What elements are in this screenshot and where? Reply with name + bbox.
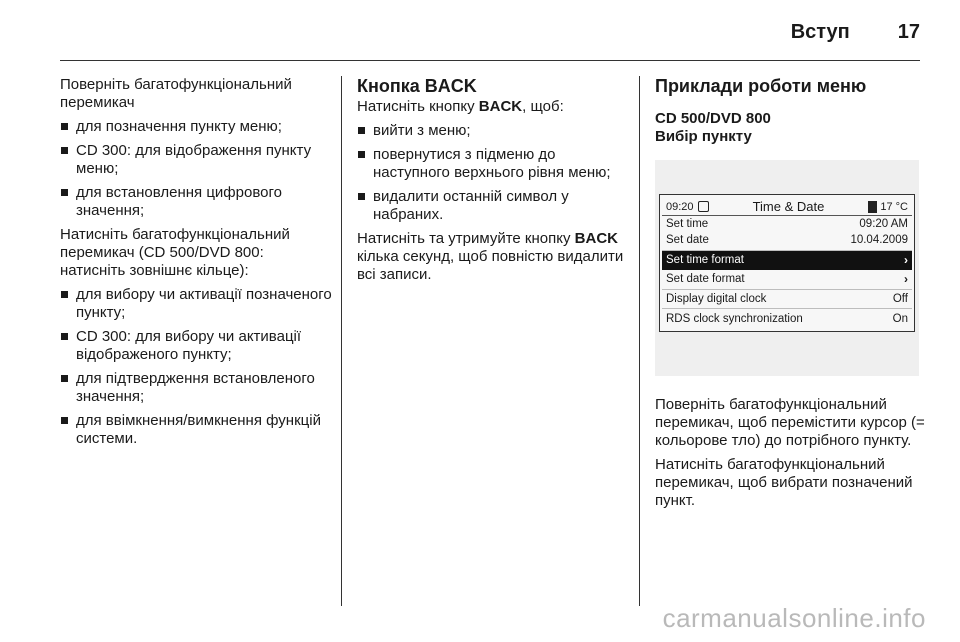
paragraph: Поверніть багатофункціональний перемикач <box>60 76 292 111</box>
bullet-square-icon <box>61 375 68 382</box>
menu-row <box>662 216 912 231</box>
bullet-square-icon <box>358 151 365 158</box>
menu-row <box>662 270 912 290</box>
section-heading: Приклади роботи меню <box>655 76 867 96</box>
column-divider-2 <box>639 76 640 606</box>
menu-row <box>662 309 912 329</box>
column-divider-1 <box>341 76 342 606</box>
screen-header <box>662 198 912 216</box>
submenu-arrow-icon: › <box>904 252 908 267</box>
menu-row-value: Off <box>892 292 908 305</box>
list-item <box>60 286 332 322</box>
menu-row-selected <box>662 251 912 271</box>
text-run: Натисніть та утримуйте кнопку <box>357 230 575 247</box>
column-2 <box>357 76 629 290</box>
list-item <box>60 142 332 178</box>
screen-title: Time & Date <box>752 199 825 214</box>
bullet-list <box>357 122 629 224</box>
bullet-list <box>60 286 332 448</box>
list-item-text: для ввімкнення/вимкнення функцій системи. <box>76 412 321 447</box>
list-item-text: для підтвердження встановленого значення; <box>76 370 315 405</box>
menu-row <box>662 290 912 310</box>
paragraph: Поверніть багатофункціональний перемикач, щоб перемістити курсор (= кольорове тло) до потрібного пункту. <box>655 396 925 449</box>
section-heading: Кнопка BACK <box>357 76 477 96</box>
column-1 <box>60 76 332 454</box>
phone-icon <box>868 201 877 213</box>
list-item-text: повернутися з підменю до наступного верхнього рівня меню; <box>373 146 611 181</box>
page-header <box>0 14 920 50</box>
list-item-text: для позначення пункту меню; <box>76 118 282 135</box>
list-item-text: для встановлення цифрового значення; <box>76 184 282 219</box>
menu-row <box>662 231 912 251</box>
clock-settings-icon <box>698 201 709 212</box>
subheading-group <box>655 110 925 146</box>
text-run: кілька секунд, щоб повністю видалити всі записи. <box>357 248 624 283</box>
bullet-square-icon <box>358 127 365 134</box>
menu-row-label: Set date format <box>666 273 745 286</box>
infotainment-screen <box>659 194 915 332</box>
screen-temperature: 17 °C <box>880 200 908 213</box>
bullet-square-icon <box>358 193 365 200</box>
list-item-text: вийти з меню; <box>373 122 471 139</box>
column-3 <box>655 76 925 516</box>
page-title: Вступ <box>790 20 850 43</box>
menu-row-value: 09:20 AM <box>859 217 908 230</box>
bullet-list <box>60 118 332 220</box>
paragraph: Натисніть багатофункціональний перемикач, щоб вибрати позначений пункт. <box>655 456 913 509</box>
menu-row-label: Display digital clock <box>666 292 767 305</box>
list-item <box>357 122 629 140</box>
list-item-text: CD 300: для відображення пункту меню; <box>76 142 312 177</box>
screen-clock: 09:20 <box>666 200 694 213</box>
page-number: 17 <box>897 20 920 43</box>
paragraph <box>357 230 629 284</box>
bullet-square-icon <box>61 291 68 298</box>
list-item <box>60 328 332 364</box>
menu-row-label: Set time format <box>666 253 744 266</box>
keyword: BACK <box>478 98 523 115</box>
bullet-square-icon <box>61 417 68 424</box>
subheading: Вибір пункту <box>655 128 752 145</box>
display-screenshot <box>655 160 919 376</box>
text-run: , щоб: <box>522 98 564 115</box>
bullet-square-icon <box>61 123 68 130</box>
bullet-square-icon <box>61 147 68 154</box>
paragraph: Натисніть багатофункціональний перемикач (CD 500/DVD 800: натисніть зовнішнє кільце): <box>60 226 290 279</box>
header-divider <box>60 60 920 61</box>
list-item <box>60 412 332 448</box>
submenu-arrow-icon: › <box>904 272 908 287</box>
menu-row-label: RDS clock synchronization <box>666 312 803 325</box>
list-item-text: CD 300: для вибору чи активації відображеного пункту; <box>76 328 302 363</box>
menu-row-value: 10.04.2009 <box>850 234 908 247</box>
menu-row-value: On <box>892 312 908 325</box>
subheading: CD 500/DVD 800 <box>655 110 771 127</box>
watermark: carmanualsonline.info <box>662 603 926 633</box>
keyword: BACK <box>574 230 618 247</box>
menu-row-label: Set date <box>666 234 709 247</box>
menu-row-label: Set time <box>666 217 709 230</box>
list-item-text: видалити останній символ у набраних. <box>373 188 569 223</box>
list-item <box>60 118 332 136</box>
list-item <box>60 370 332 406</box>
bullet-square-icon <box>61 333 68 340</box>
list-item <box>357 188 629 224</box>
list-item <box>60 184 332 220</box>
text-run: Натисніть кнопку <box>357 98 479 115</box>
bullet-square-icon <box>61 189 68 196</box>
paragraph <box>357 98 629 116</box>
list-item-text: для вибору чи активації позначеного пункту; <box>76 286 332 321</box>
list-item <box>357 146 629 182</box>
